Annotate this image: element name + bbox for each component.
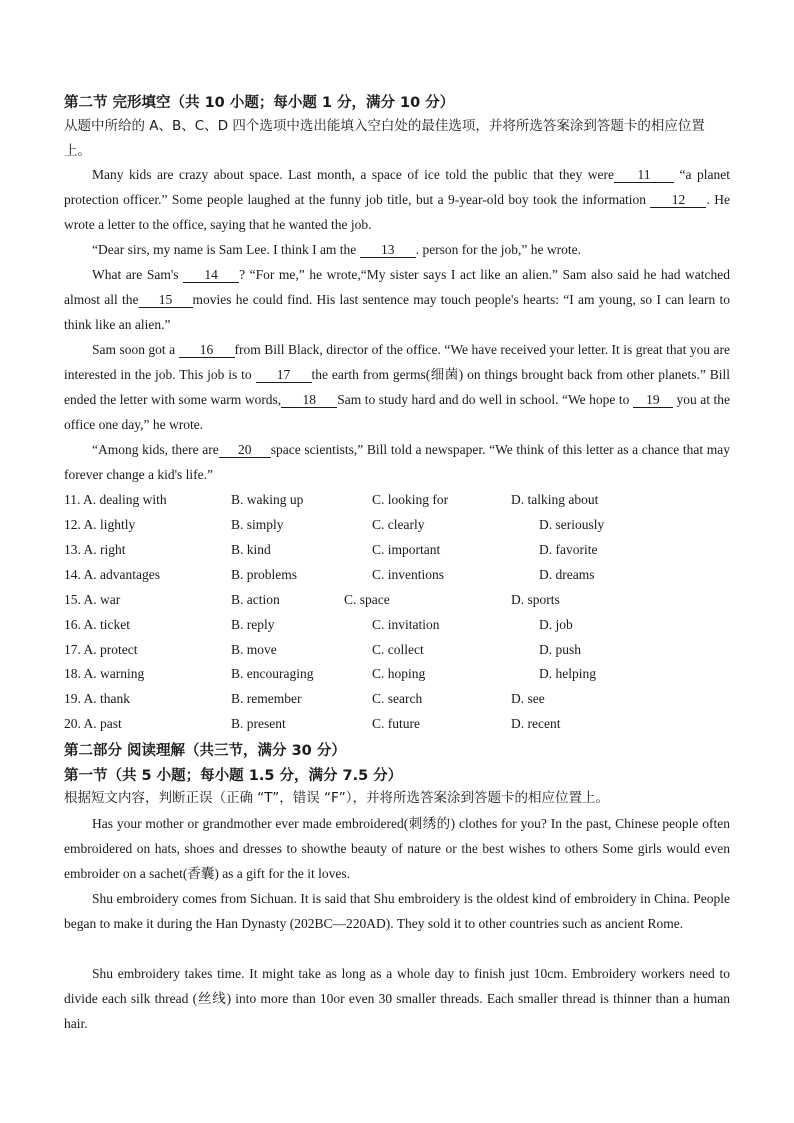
option-a: 16. A. ticket — [64, 617, 130, 632]
option-c: C. search — [372, 691, 423, 706]
option-b: B. kind — [231, 542, 271, 557]
blank-16: 16 — [179, 342, 235, 358]
option-c: C. clearly — [372, 517, 425, 532]
option-c: C. important — [372, 542, 441, 557]
blank-11: 11 — [614, 167, 674, 183]
blank-19: 19 — [633, 392, 673, 408]
option-row — [64, 661, 744, 686]
option-b: B. move — [231, 642, 277, 657]
cloze-paragraph-3: What are Sam's 14 ? “For me,” he wrote,“My sister says I act like an alien.” Sam also said he had watched almost all the 15 movies he could find. His last sentence may touch people's hearts: “I am young, so I can learn to think like an alien.” — [64, 267, 730, 332]
option-c: C. collect — [372, 642, 424, 657]
option-row — [64, 637, 744, 662]
option-b: B. present — [231, 716, 286, 731]
option-b: B. encouraging — [231, 666, 314, 681]
option-row — [64, 487, 744, 512]
option-c: C. future — [372, 716, 420, 731]
option-row — [64, 512, 744, 537]
option-d: D. helping — [539, 666, 596, 681]
part-title-reading: 第二部分 阅读理解（共三节，满分 30 分） — [64, 743, 346, 759]
option-d: D. seriously — [539, 517, 605, 532]
option-a: 20. A. past — [64, 716, 122, 731]
option-d: D. talking about — [511, 492, 599, 507]
option-c: C. invitation — [372, 617, 440, 632]
option-c: C. space — [344, 592, 390, 607]
option-d: D. push — [539, 642, 582, 657]
option-b: B. remember — [231, 691, 302, 706]
option-b: B. reply — [231, 617, 275, 632]
blank-18: 18 — [281, 392, 337, 408]
option-row — [64, 612, 744, 637]
blank-12: 12 — [650, 192, 706, 208]
reading-paragraph-2: Shu embroidery comes from Sichuan. It is said that Shu embroidery is the oldest kind of embroidery in China. People began to make it during the Han Dynasty (202BC—220AD). They sold it to other countries such as ancient Rome. — [64, 891, 730, 931]
option-a: 14. A. advantages — [64, 567, 160, 582]
section-title-reading: 第一节（共 5 小题；每小题 1.5 分，满分 7.5 分） — [64, 768, 403, 784]
option-d: D. see — [511, 691, 545, 706]
cloze-paragraph-1: Many kids are crazy about space. Last month, a space of ice told the public that they were 11 “a planet protection officer.” Some people laughed at the funny job title, but a 9-year-old boy took the information 12 . He wrote a letter to the office, saying that he wanted the job. — [64, 167, 730, 232]
option-a: 12. A. lightly — [64, 517, 136, 532]
cloze-instruction: 从题中所给的 A、B、C、D 四个选项中选出能填入空白处的最佳选项，并将所选答案涂到答题卡的相应位置上。 — [64, 118, 705, 159]
option-d: D. job — [539, 617, 573, 632]
blank-13: 13 — [360, 242, 416, 258]
option-c: C. inventions — [372, 567, 445, 582]
section-title-cloze: 第二节 完形填空（共 10 小题；每小题 1 分，满分 10 分） — [64, 95, 455, 111]
option-d: D. recent — [511, 716, 561, 731]
option-row — [64, 686, 744, 711]
option-d: D. dreams — [539, 567, 595, 582]
cloze-paragraph-2: “Dear sirs, my name is Sam Lee. I think I am the 13 . person for the job,” he wrote. — [92, 242, 582, 257]
option-a: 13. A. right — [64, 542, 126, 557]
option-d: D. favorite — [539, 542, 598, 557]
option-c: C. looking for — [372, 492, 449, 507]
option-row — [64, 537, 744, 562]
blank-20: 20 — [219, 442, 271, 458]
option-a: 18. A. warning — [64, 666, 145, 681]
option-row — [64, 587, 744, 612]
reading-instruction: 根据短文内容，判断正误（正确 “T”，错误 “F”），并将所选答案涂到答题卡的相应位置上。 — [64, 790, 610, 806]
option-b: B. simply — [231, 517, 284, 532]
option-row — [64, 711, 744, 736]
option-a: 15. A. war — [64, 592, 121, 607]
option-a: 17. A. protect — [64, 642, 138, 657]
option-d: D. sports — [511, 592, 560, 607]
reading-paragraph-1: Has your mother or grandmother ever made embroidered(刺绣的) clothes for you? In the past, Chinese people often embroidered on hats, shoes and dresses to showthe beauty of nature or the best wishes to others Some girls would even embroider on a sachet(香囊) as a gift for the it loves. — [64, 816, 730, 881]
option-b: B. waking up — [231, 492, 304, 507]
option-a: 11. A. dealing with — [64, 492, 167, 507]
blank-14: 14 — [183, 267, 239, 283]
option-b: B. problems — [231, 567, 297, 582]
blank-15: 15 — [139, 292, 193, 308]
cloze-paragraph-4: Sam soon got a 16 from Bill Black, director of the office. “We have received your letter. It is great that you are interested in the job. This job is to 17 the earth from germs(细菌) on things brought back from other planets.” Bill ended the letter with some warm words, 18 Sam to study hard and do well in school. “We hope to 19 you at the office one day,” he wrote. — [64, 342, 730, 432]
option-a: 19. A. thank — [64, 691, 130, 706]
cloze-paragraph-5: “Among kids, there are 20 space scientists,” Bill told a newspaper. “We think of this letter as a chance that may forever change a kid's life.” — [64, 442, 730, 482]
option-c: C. hoping — [372, 666, 426, 681]
option-row — [64, 562, 744, 587]
option-b: B. action — [231, 592, 280, 607]
reading-paragraph-3: Shu embroidery takes time. It might take as long as a whole day to finish just 10cm. Embroidery workers need to divide each silk thread (丝线) into more than 10or even 30 smaller threads. Each smaller thread is thinner than a human hair. — [64, 966, 730, 1031]
blank-17: 17 — [256, 367, 312, 383]
